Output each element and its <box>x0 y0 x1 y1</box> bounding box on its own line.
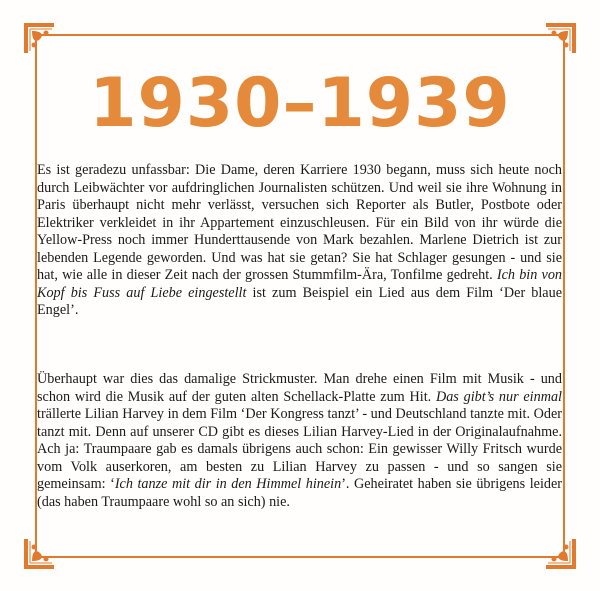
song-title-1: Ich bin von Kopf bis Fuss auf Liebe eingestellt <box>37 267 563 301</box>
quote-open: ‘ <box>110 476 115 492</box>
ornament-icon <box>22 537 56 571</box>
paragraph-2-text-c: ’. Geheiratet haben sie übrigens leider (das haben Traumpaare wohl so an sich) nie. <box>37 476 562 510</box>
corner-ornament-bottom-left <box>22 537 56 571</box>
corner-ornament-top-right <box>544 21 578 55</box>
ornament-icon <box>22 21 56 55</box>
paragraph-1 <box>37 162 562 320</box>
paragraph-1-text-a: Es ist geradezu unfassbar: Die Dame, deren Karriere 1930 begann, muss sich heute noch durch Leibwächter vor aufdringlichen Journalisten schützen. Und weil sie ihre Wohnung in Paris überhaupt nicht mehr verlässt, versuchen sich Reporter als Butler, Postbote oder Elektriker verkleidet in ihr Appartement einzuschleusen. Für ein Bild von ihr würde die Yellow-Press noch immer Hunderttausende von Mark bezahlen. Marlene Dietrich ist zur lebenden Legende geworden. Und was hat sie getan? Sie hat Schlager gesungen - und sie hat, wie alle in dieser Zeit nach der grossen Stummfilm-Ära, Tonfilme gedreht. <box>37 162 562 283</box>
ornament-icon <box>544 21 578 55</box>
corner-ornament-bottom-right <box>544 537 578 571</box>
paragraph-1-text-b: ist zum Beispiel ein Lied aus dem Film ‘Der blaue Engel’. <box>37 284 562 318</box>
song-title-2: Das gibt’s nur einmal <box>435 388 562 405</box>
page-title: 1930–1939 <box>89 64 511 143</box>
ornament-icon <box>544 537 578 571</box>
corner-ornament-top-left <box>22 21 56 55</box>
paragraph-2-text-a: Überhaupt war dies das damalige Strickmuster. Man drehe einen Film mit Musik - und schon wird die Musik auf der guten alten Schellack-Platte zum Hit. <box>37 371 562 405</box>
paragraph-2 <box>37 371 562 511</box>
paragraph-2-text-b: trällerte Lilian Harvey in dem Film ‘Der Kongress tanzt’ - und Deutschland tanzte mit. Oder tanzt mit. Denn auf unserer CD gibt es dieses Lilian Harvey-Lied in der Originalaufnahme. Ach ja: Traumpaare gab es damals übrigens auch schon: Ein gewisser Willy Fritsch wurde vom Volk auserkoren, am besten zu Lilian Harvey zu passen - und so sangen sie gemeinsam: <box>37 406 562 492</box>
song-title-3: Ich tanze mit dir in den Himmel hinein <box>114 476 342 492</box>
